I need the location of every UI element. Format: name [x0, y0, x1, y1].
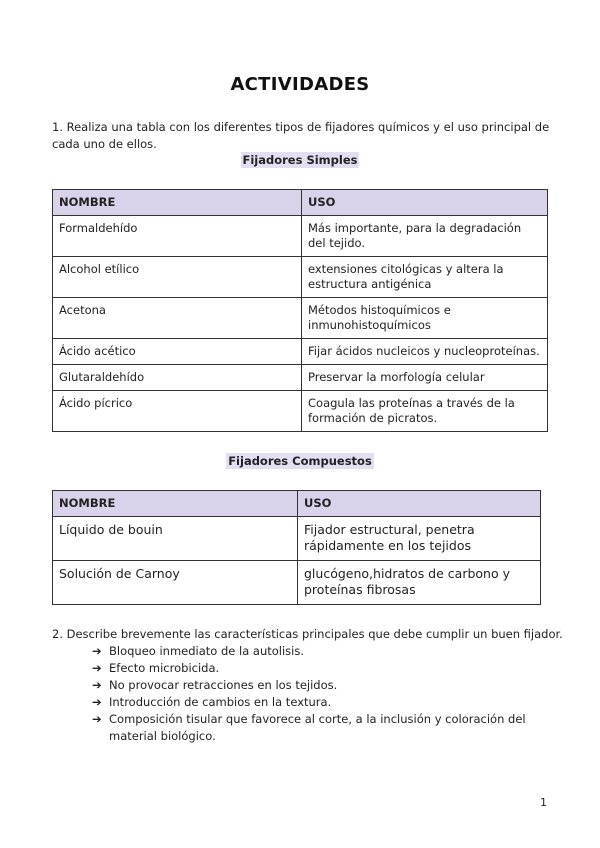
table-row: [53, 339, 548, 365]
table-row: [53, 391, 548, 432]
table-header-row: [53, 190, 548, 216]
list-item-text: Efecto microbicida.: [109, 661, 220, 675]
arrow-icon: ➔: [92, 695, 102, 709]
list-item: [92, 660, 542, 677]
arrow-icon: ➔: [92, 661, 102, 675]
caption-text: Fijadores Simples: [242, 153, 358, 167]
header-nombre: NOMBRE: [53, 491, 298, 517]
table-row: [53, 257, 548, 298]
list-item-text: No provocar retracciones en los tejidos.: [109, 678, 338, 692]
cell-nombre: Alcohol etílico: [53, 257, 302, 298]
cell-nombre: Ácido acético: [53, 339, 302, 365]
list-item-text: Introducción de cambios en la textura.: [109, 695, 332, 709]
list-item: [92, 677, 542, 694]
table-row: [53, 298, 548, 339]
cell-uso: extensiones citológicas y altera la estructura antigénica: [302, 257, 548, 298]
list-item: [92, 711, 542, 745]
arrow-icon: ➔: [92, 678, 102, 692]
page-title: ACTIVIDADES: [230, 74, 370, 95]
list-item: [92, 694, 542, 711]
cell-nombre: Glutaraldehído: [53, 365, 302, 391]
cell-uso: Más importante, para la degradación del tejido.: [302, 216, 548, 257]
header-uso: USO: [302, 190, 548, 216]
table-row: [53, 561, 541, 605]
arrow-icon: ➔: [92, 644, 102, 658]
table-row: [53, 517, 541, 561]
cell-nombre: Solución de Carnoy: [53, 561, 298, 605]
header-nombre: NOMBRE: [53, 190, 302, 216]
question-2: 2. Describe brevemente las características principales que debe cumplir un buen fijador.: [52, 627, 563, 641]
table-row: [53, 216, 548, 257]
cell-nombre: Formaldehído: [53, 216, 302, 257]
question-1: 1. Realiza una tabla con los diferentes tipos de fijadores químicos y el uso principal de cada uno de ellos.: [52, 120, 550, 151]
list-item-text: Bloqueo inmediato de la autolisis.: [109, 644, 305, 658]
characteristics-list: [92, 643, 542, 745]
header-uso: USO: [298, 491, 541, 517]
cell-uso: Fijador estructural, penetra rápidamente en los tejidos: [298, 517, 541, 561]
arrow-icon: ➔: [92, 712, 102, 726]
cell-uso: Preservar la morfología celular: [302, 365, 548, 391]
cell-uso: glucógeno,hidratos de carbono y proteínas fibrosas: [298, 561, 541, 605]
compound-fixatives-table: [52, 490, 541, 605]
table-caption-compound: [0, 454, 600, 468]
table-caption-simple: [0, 153, 600, 167]
cell-nombre: Líquido de bouin: [53, 517, 298, 561]
cell-uso: Coagula las proteínas a través de la formación de picratos.: [302, 391, 548, 432]
page-number: 1: [540, 796, 547, 809]
cell-uso: Fijar ácidos nucleicos y nucleoproteínas.: [302, 339, 548, 365]
list-item: [92, 643, 542, 660]
table-row: [53, 365, 548, 391]
simple-fixatives-table: [52, 189, 548, 432]
caption-text: Fijadores Compuestos: [228, 454, 372, 468]
cell-nombre: Ácido pícrico: [53, 391, 302, 432]
cell-nombre: Acetona: [53, 298, 302, 339]
cell-uso: Métodos histoquímicos e inmunohistoquímicos: [302, 298, 548, 339]
list-item-text: Composición tisular que favorece al corte, a la inclusión y coloración del material biológico.: [109, 712, 526, 743]
table-header-row: [53, 491, 541, 517]
